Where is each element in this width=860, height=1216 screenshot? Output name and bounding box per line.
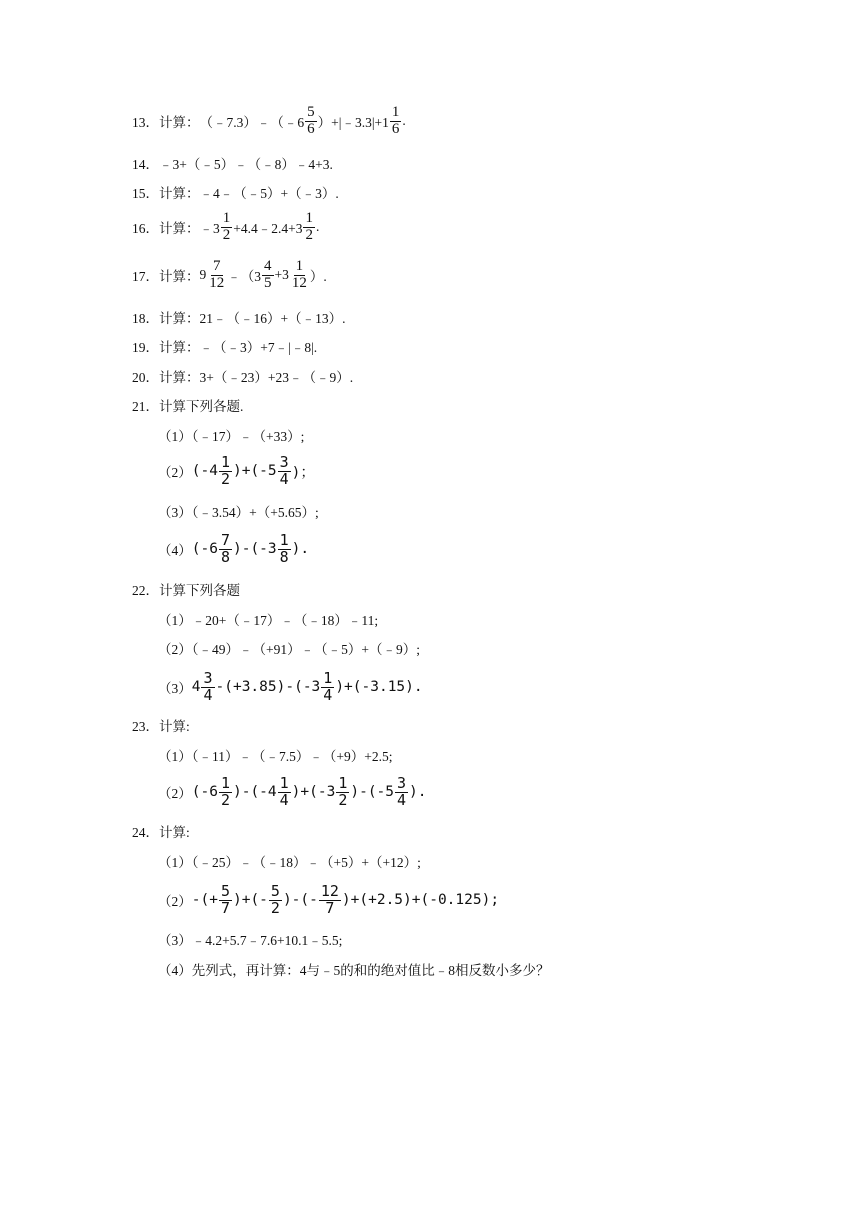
numerator: 1	[323, 668, 333, 687]
expr-part: +4.4﹣2.4+3	[233, 221, 303, 236]
part-label: （2）	[158, 465, 192, 480]
question-number: 15．	[132, 186, 159, 201]
question-label: 计算：	[159, 269, 200, 284]
fraction	[395, 773, 408, 809]
question-text: ﹣3+（﹣5）﹣（﹣8）﹣4+3.	[159, 157, 333, 172]
expr-part: .	[315, 219, 320, 234]
question-text: 计算：3+（﹣23）+23﹣（﹣9）.	[159, 370, 354, 385]
denominator: 2	[305, 226, 313, 243]
q23-part-2	[158, 773, 427, 809]
q23-part-1	[158, 740, 392, 770]
question-18	[132, 302, 346, 332]
part-text: （2）（﹣49）﹣（+91）﹣（﹣5）+（﹣9）;	[158, 642, 420, 657]
question-label: 计算：	[159, 115, 200, 130]
fraction	[319, 881, 341, 917]
part-text: （1）﹣20+（﹣17）﹣（﹣18）﹣11;	[158, 613, 379, 628]
q24-part-1	[158, 846, 421, 876]
q21-part-3	[158, 496, 319, 526]
q22-part-2	[158, 633, 420, 663]
question-24	[132, 816, 190, 846]
fraction	[262, 259, 274, 292]
fraction	[219, 881, 232, 917]
q21-part-4	[158, 530, 310, 566]
numerator: 5	[220, 881, 230, 900]
expression	[200, 259, 327, 292]
question-title: 计算:	[159, 825, 190, 840]
expr-part: )；	[291, 464, 315, 481]
numerator: 1	[295, 257, 304, 274]
numerator: 1	[222, 209, 231, 226]
question-number: 23．	[132, 719, 159, 734]
denominator: 12	[209, 274, 225, 291]
expr-part: )+(-3	[291, 784, 336, 800]
expr-part: ）.	[309, 269, 327, 284]
numerator: 1	[220, 773, 230, 792]
part-label: （4）	[158, 543, 192, 558]
expression	[191, 668, 423, 704]
expr-part: )+(-3.15).	[335, 679, 423, 695]
fraction	[221, 211, 233, 244]
denominator: 2	[220, 469, 230, 488]
denominator: 4	[203, 685, 213, 704]
fraction	[303, 211, 315, 244]
denominator: 6	[391, 120, 400, 137]
expr-part: )+(-	[232, 892, 268, 908]
expr-part: .	[402, 113, 406, 128]
numerator: 5	[270, 881, 280, 900]
question-14	[132, 148, 333, 178]
question-number: 17．	[132, 269, 159, 284]
question-label: 计算：	[159, 221, 200, 236]
q24-part-4	[158, 954, 550, 984]
part-label: （2）	[158, 894, 192, 909]
question-number: 22．	[132, 583, 159, 598]
expression	[191, 452, 315, 488]
question-text: 计算：21﹣（﹣16）+（﹣13）.	[159, 311, 346, 326]
part-text: （3）（﹣3.54）+（+5.65）;	[158, 505, 319, 520]
numerator: 3	[203, 668, 213, 687]
expr-part: )+(+2.5)+(-0.125);	[341, 892, 500, 908]
question-21	[132, 390, 243, 420]
expr-part: )+(-5	[232, 463, 277, 479]
fraction	[278, 773, 291, 809]
part-text: （3）﹣4.2+5.7﹣7.6+10.1﹣5.5;	[158, 933, 343, 948]
denominator: 4	[323, 685, 333, 704]
expr-part: )-(-4	[232, 784, 277, 800]
q24-part-2	[158, 881, 500, 917]
part-text: （4）先列式，再计算：4与﹣5的和的绝对值比﹣8相反数小多少？	[158, 963, 550, 978]
numerator: 1	[391, 103, 400, 120]
q22-part-1	[158, 604, 378, 634]
q24-part-3	[158, 924, 342, 954]
numerator: 12	[320, 881, 339, 900]
numerator: 3	[279, 452, 289, 471]
expression	[191, 773, 427, 809]
denominator: 8	[220, 547, 230, 566]
denominator: 5	[264, 274, 272, 291]
numerator: 1	[220, 452, 230, 471]
denominator: 4	[279, 790, 289, 809]
numerator: 1	[338, 773, 348, 792]
fraction	[321, 668, 334, 704]
fraction	[336, 773, 349, 809]
fraction	[219, 452, 232, 488]
question-19	[132, 331, 317, 361]
part-text: （1）（﹣25）﹣（﹣18）﹣（+5）+（+12）;	[158, 855, 421, 870]
expr-part: 4	[191, 679, 201, 695]
denominator: 4	[397, 790, 407, 809]
question-number: 13．	[132, 115, 159, 130]
expression	[200, 105, 406, 138]
denominator: 4	[279, 469, 289, 488]
question-13	[132, 103, 406, 137]
question-title: 计算:	[159, 719, 190, 734]
denominator: 2	[338, 790, 348, 809]
expr-part: 9	[199, 267, 207, 282]
question-number: 18．	[132, 311, 159, 326]
fraction	[390, 105, 402, 138]
numerator: 7	[213, 257, 221, 274]
expr-part: (-6	[191, 784, 218, 800]
question-text: 计算：﹣4﹣（﹣5）+（﹣3）.	[159, 186, 339, 201]
expr-part: )-(-	[282, 892, 318, 908]
q22-part-3	[158, 668, 423, 704]
expr-part: ）+|﹣3.3|+1	[317, 115, 389, 130]
part-label: （3）	[158, 681, 192, 696]
fraction	[219, 530, 232, 566]
question-20	[132, 361, 353, 391]
question-23	[132, 710, 190, 740]
part-label: （2）	[158, 786, 192, 801]
expr-part: ).	[409, 784, 427, 800]
question-title: 计算下列各题.	[159, 399, 244, 414]
numerator: 3	[397, 773, 407, 792]
fraction	[278, 452, 291, 488]
expr-part: +3	[274, 267, 289, 282]
denominator: 8	[279, 547, 289, 566]
question-number: 20．	[132, 370, 159, 385]
numerator: 1	[279, 773, 289, 792]
question-number: 19．	[132, 340, 159, 355]
denominator: 7	[325, 898, 335, 917]
question-number: 16．	[132, 221, 159, 236]
numerator: 1	[305, 209, 313, 226]
numerator: 5	[307, 103, 315, 120]
expr-part: ﹣3	[199, 221, 220, 236]
fraction	[207, 259, 226, 292]
q21-part-1	[158, 420, 304, 450]
expr-part: )-(-3	[232, 541, 277, 557]
expression	[200, 211, 320, 244]
question-17	[132, 257, 327, 291]
question-title: 计算下列各题	[159, 583, 240, 598]
part-text: （1）（﹣17）﹣（+33）;	[158, 429, 305, 444]
expr-part: （﹣7.3）﹣（﹣6	[199, 115, 305, 130]
denominator: 2	[220, 790, 230, 809]
denominator: 7	[220, 898, 230, 917]
numerator: 1	[279, 530, 289, 549]
question-22	[132, 574, 240, 604]
part-text: （1）（﹣11）﹣（﹣7.5）﹣（+9）+2.5;	[158, 749, 393, 764]
expr-part: -(+3.85)-(-3	[215, 679, 321, 695]
numerator: 4	[264, 257, 272, 274]
denominator: 2	[270, 898, 280, 917]
question-number: 21．	[132, 399, 159, 414]
fraction	[219, 773, 232, 809]
question-number: 14．	[132, 157, 159, 172]
denominator: 6	[307, 120, 315, 137]
expr-part: ﹣（3	[227, 269, 261, 284]
question-text: 计算：﹣（﹣3）+7﹣|﹣8|.	[159, 340, 318, 355]
expr-part: (-6	[191, 541, 218, 557]
expr-part: )-(-5	[350, 784, 395, 800]
question-number: 24．	[132, 825, 159, 840]
numerator: 7	[220, 530, 230, 549]
expr-part: ).	[291, 541, 310, 557]
denominator: 12	[291, 274, 307, 291]
expression	[191, 530, 310, 566]
fraction	[269, 881, 282, 917]
fraction	[305, 105, 317, 138]
q21-part-2	[158, 452, 315, 488]
fraction	[290, 259, 309, 292]
expression	[191, 881, 500, 917]
question-15	[132, 177, 339, 207]
expr-part: (-4	[191, 463, 218, 479]
expr-part: -(+	[191, 892, 218, 908]
question-16	[132, 209, 320, 243]
fraction	[278, 530, 291, 566]
denominator: 2	[222, 226, 231, 243]
fraction	[201, 668, 214, 704]
